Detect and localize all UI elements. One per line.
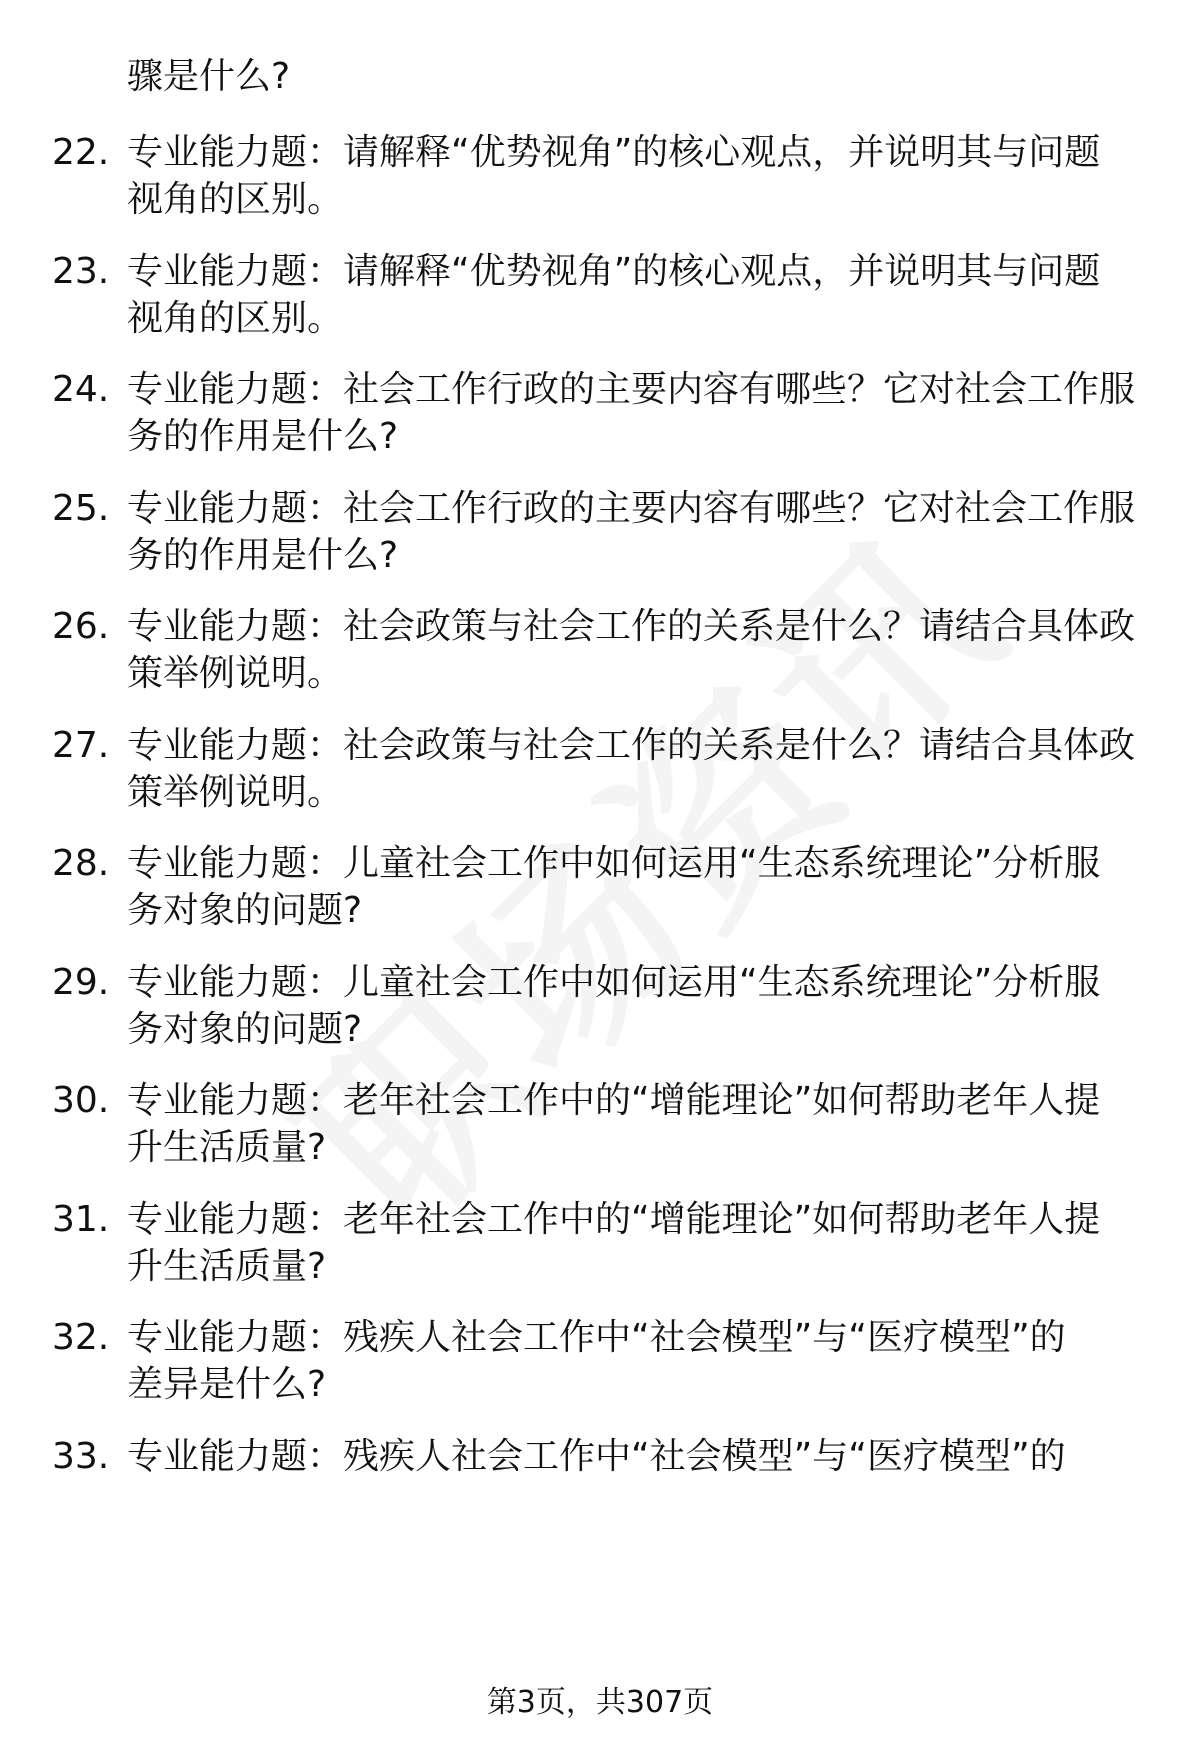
continuation-text: 骤是什么? — [127, 56, 291, 97]
question-number: 27. — [52, 725, 110, 766]
question-text-line-2: 务对象的问题? — [127, 890, 363, 931]
question-number: 30. — [52, 1080, 110, 1121]
question-text-line-2: 升生活质量? — [127, 1127, 327, 1168]
question-text-line-2: 策举例说明。 — [127, 653, 344, 694]
question-text-line-2: 策举例说明。 — [127, 772, 344, 813]
question-text-line-1: 专业能力题：残疾人社会工作中“社会模型”与“医疗模型”的 — [127, 1317, 1066, 1358]
question-text-line-2: 务的作用是什么? — [127, 535, 399, 576]
question-text-line-1: 专业能力题：请解释“优势视角”的核心观点，并说明其与问题 — [127, 132, 1101, 173]
question-number: 31. — [52, 1199, 110, 1240]
question-text-line-1: 专业能力题：老年社会工作中的“增能理论”如何帮助老年人提 — [127, 1199, 1101, 1240]
question-text-line-2: 视角的区别。 — [127, 179, 344, 220]
question-text-line-1: 专业能力题：社会工作行政的主要内容有哪些？它对社会工作服 — [127, 488, 1136, 529]
question-text-line-2: 视角的区别。 — [127, 298, 344, 339]
question-number: 32. — [52, 1317, 110, 1358]
question-text-line-1: 专业能力题：儿童社会工作中如何运用“生态系统理论”分析服 — [127, 962, 1101, 1003]
question-number: 23. — [52, 251, 110, 292]
page-footer: 第3页，共307页 — [486, 1685, 714, 1720]
question-text-line-1: 专业能力题：老年社会工作中的“增能理论”如何帮助老年人提 — [127, 1080, 1101, 1121]
question-number: 33. — [52, 1436, 110, 1477]
question-number: 22. — [52, 132, 110, 173]
question-text-line-2: 务对象的问题? — [127, 1009, 363, 1050]
question-text-line-1: 专业能力题：儿童社会工作中如何运用“生态系统理论”分析服 — [127, 843, 1101, 884]
question-text-line-2: 务的作用是什么? — [127, 416, 399, 457]
question-text-line-1: 专业能力题：请解释“优势视角”的核心观点，并说明其与问题 — [127, 251, 1101, 292]
question-text-line-2: 升生活质量? — [127, 1246, 327, 1287]
question-text-line-1: 专业能力题：社会政策与社会工作的关系是什么？请结合具体政 — [127, 725, 1136, 766]
question-number: 25. — [52, 488, 110, 529]
question-text-line-2: 差异是什么? — [127, 1364, 327, 1405]
question-number: 26. — [52, 606, 110, 647]
question-number: 28. — [52, 843, 110, 884]
question-number: 29. — [52, 962, 110, 1003]
question-text-line-1: 专业能力题：残疾人社会工作中“社会模型”与“医疗模型”的 — [127, 1436, 1066, 1477]
question-text-line-1: 专业能力题：社会政策与社会工作的关系是什么？请结合具体政 — [127, 606, 1136, 647]
question-number: 24. — [52, 369, 110, 410]
question-text-line-1: 专业能力题：社会工作行政的主要内容有哪些？它对社会工作服 — [127, 369, 1136, 410]
